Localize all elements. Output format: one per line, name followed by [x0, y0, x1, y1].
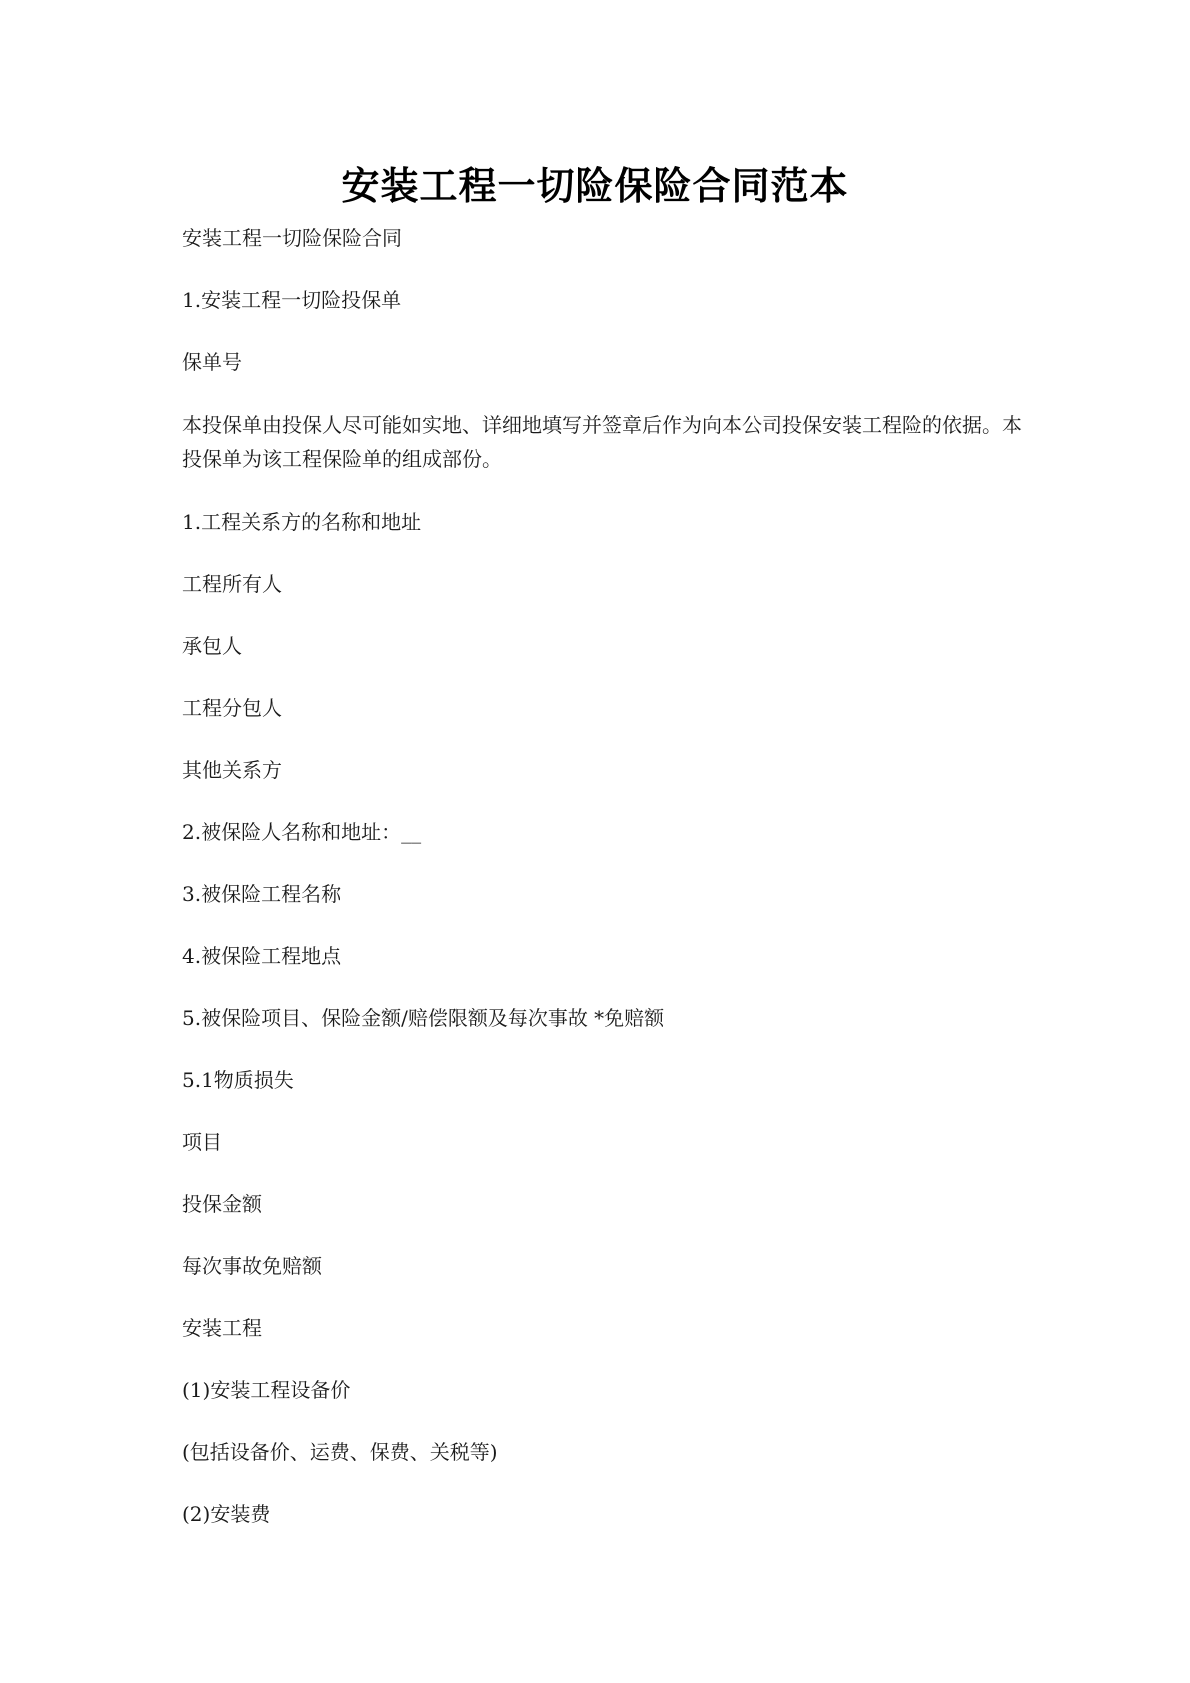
paragraph: 项目 — [182, 1130, 222, 1154]
paragraph: (1)安装工程设备价 — [182, 1378, 351, 1402]
paragraph: 工程所有人 — [182, 572, 282, 596]
paragraph: 安装工程 — [182, 1316, 262, 1340]
paragraph: 4.被保险工程地点 — [182, 944, 342, 968]
paragraph: 安装工程一切险保险合同 — [182, 226, 402, 250]
paragraph: 1.工程关系方的名称和地址 — [182, 510, 422, 534]
paragraph: 本投保单由投保人尽可能如实地、详细地填写并签章后作为向本公司投保安装工程险的依据。本投保单为该工程保险单的组成部份。 — [182, 413, 1022, 471]
paragraph: 每次事故免赔额 — [182, 1254, 322, 1278]
paragraph: 工程分包人 — [182, 696, 282, 720]
paragraph: 2.被保险人名称和地址：__ — [182, 820, 422, 844]
paragraph: (包括设备价、运费、保费、关税等) — [182, 1440, 498, 1464]
paragraph: 承包人 — [182, 634, 242, 658]
document-body — [182, 222, 1022, 1560]
paragraph: (2)安装费 — [182, 1502, 271, 1526]
document-title: 安装工程一切险保险合同范本 — [341, 163, 849, 208]
paragraph: 其他关系方 — [182, 758, 282, 782]
paragraph: 5.被保险项目、保险金额/赔偿限额及每次事故 *免赔额 — [182, 1006, 665, 1030]
paragraph: 5.1物质损失 — [182, 1068, 294, 1092]
paragraph: 3.被保险工程名称 — [182, 882, 342, 906]
paragraph: 1.安装工程一切险投保单 — [182, 288, 402, 312]
paragraph: 保单号 — [182, 350, 242, 374]
paragraph: 投保金额 — [182, 1192, 262, 1216]
